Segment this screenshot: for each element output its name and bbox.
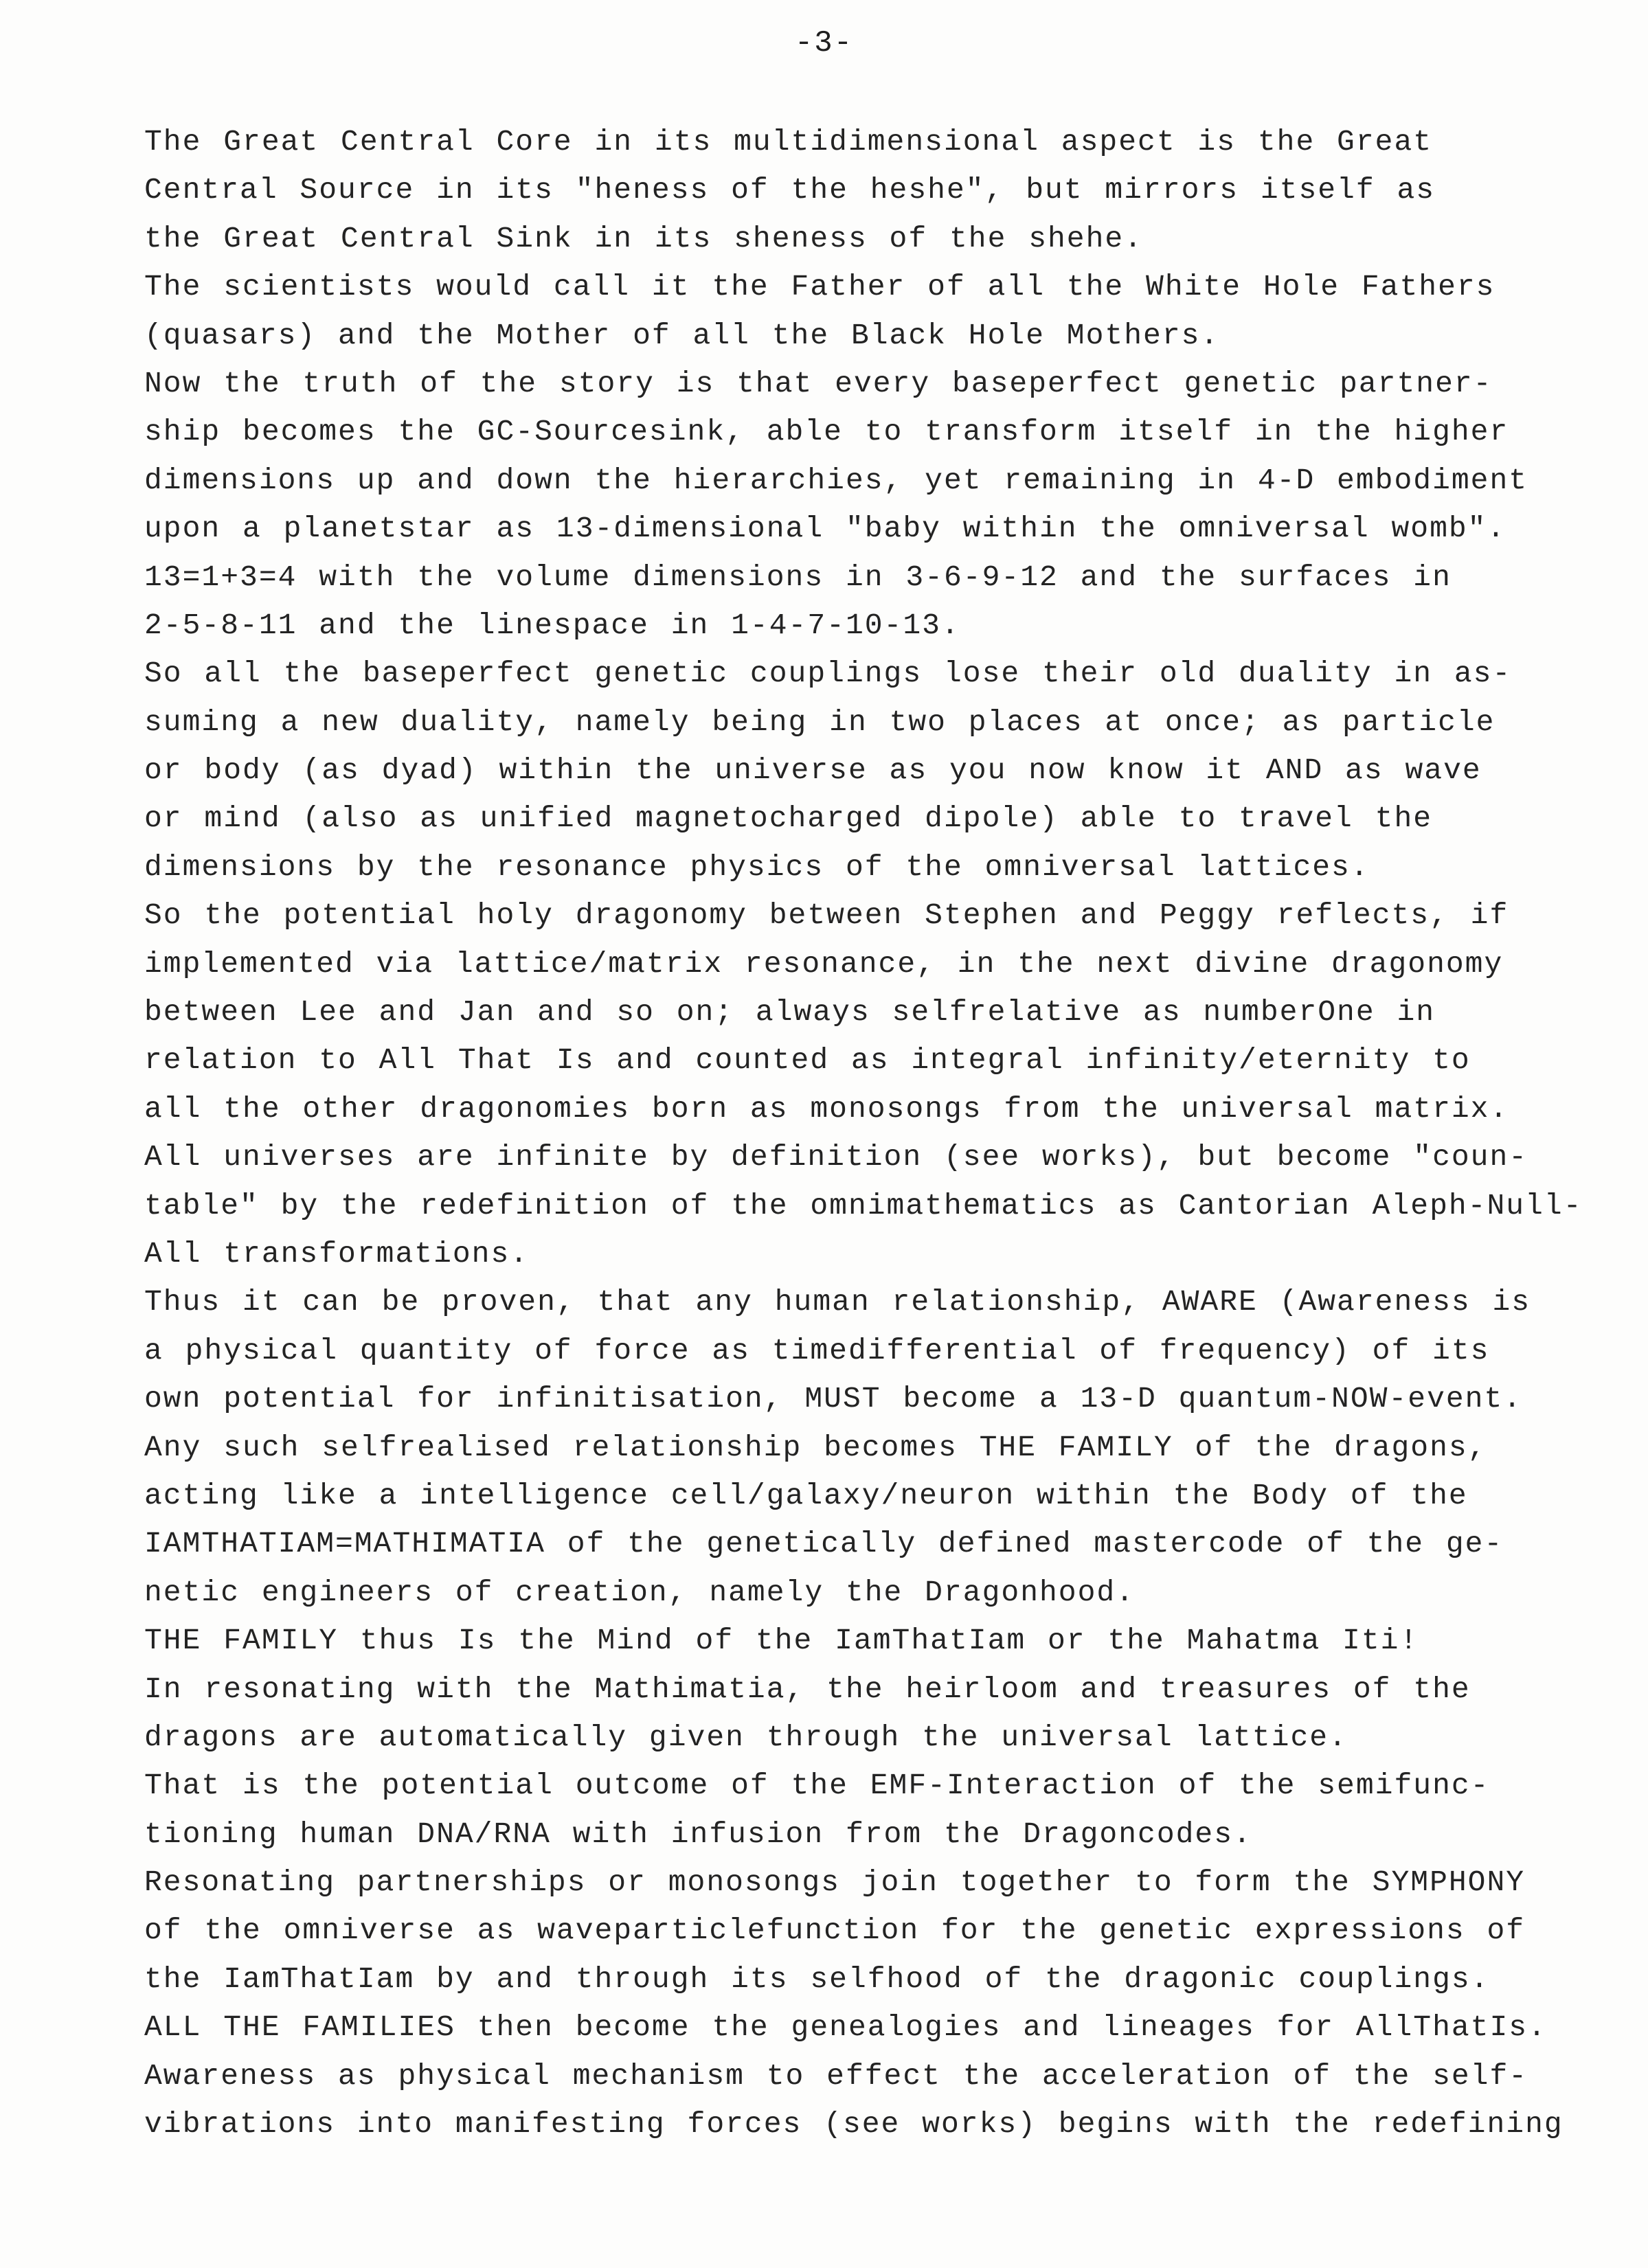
text-line: the Great Central Sink in its sheness of the shehe. <box>144 221 1144 256</box>
text-line: Central Source in its "heness of the heshe", but mirrors itself as <box>144 173 1436 207</box>
text-line: or body (as dyad) within the universe as you now know it AND as wave <box>144 753 1482 788</box>
text-line: The scientists would call it the Father of all the White Hole Fathers <box>144 270 1495 304</box>
text-line: table" by the redefinition of the omnimathematics as Cantorian Aleph-Null- <box>144 1188 1583 1223</box>
text-line: Now the truth of the story is that every baseperfect genetic partner- <box>144 366 1493 400</box>
text-line: of the omniverse as waveparticlefunction for the genetic expressions of <box>144 1914 1526 1948</box>
text-line: own potential for infinitisation, MUST become a 13-D quantum-NOW-event. <box>144 1382 1523 1416</box>
text-line: relation to All That Is and counted as integral infinity/eternity to <box>144 1043 1471 1078</box>
text-line: That is the potential outcome of the EMF-Interaction of the semifunc- <box>144 1769 1490 1803</box>
text-line: ALL THE FAMILIES then become the genealogies and lineages for AllThatIs. <box>144 2010 1547 2045</box>
text-line: ship becomes the GC-Sourcesink, able to transform itself in the higher <box>144 415 1509 449</box>
page-number: -3- <box>794 26 854 60</box>
text-line: THE FAMILY thus Is the Mind of the IamThatIam or the Mahatma Iti! <box>144 1624 1419 1658</box>
text-line: all the other dragonomies born as monosongs from the universal matrix. <box>144 1091 1509 1126</box>
text-line: Resonating partnerships or monosongs join together to form the SYMPHONY <box>144 1866 1526 1900</box>
text-line: (quasars) and the Mother of all the Black Hole Mothers. <box>144 318 1220 352</box>
text-line: netic engineers of creation, namely the Dragonhood. <box>144 1575 1136 1609</box>
text-line: In resonating with the Mathimatia, the heirloom and treasures of the <box>144 1672 1471 1706</box>
text-line: Thus it can be proven, that any human relationship, AWARE (Awareness is <box>144 1285 1531 1319</box>
text-line: 13=1+3=4 with the volume dimensions in 3-6-9-12 and the surfaces in <box>144 560 1452 594</box>
text-line: suming a new duality, namely being in two places at once; as particle <box>144 705 1495 739</box>
text-line: The Great Central Core in its multidimensional aspect is the Great <box>144 125 1433 159</box>
text-line: upon a planetstar as 13-dimensional "baby within the omniversal womb". <box>144 512 1506 546</box>
text-line: So all the baseperfect genetic couplings lose their old duality in as- <box>144 657 1512 691</box>
text-line: the IamThatIam by and through its selfhood of the dragonic couplings. <box>144 1962 1490 1996</box>
text-line: tioning human DNA/RNA with infusion from the Dragoncodes. <box>144 1817 1252 1851</box>
text-line: or mind (also as unified magnetocharged dipole) able to travel the <box>144 802 1433 836</box>
text-line: a physical quantity of force as timedifferential of frequency) of its <box>144 1333 1490 1368</box>
text-line: dragons are automatically given through the universal lattice. <box>144 1720 1348 1754</box>
text-line: So the potential holy dragonomy between Stephen and Peggy reflects, if <box>144 898 1509 933</box>
text-line: Awareness as physical mechanism to effect the acceleration of the self- <box>144 2059 1528 2093</box>
text-line: All transformations. <box>144 1236 530 1271</box>
text-line: 2-5-8-11 and the linespace in 1-4-7-10-13. <box>144 608 960 642</box>
text-line: implemented via lattice/matrix resonance, in the next divine dragonomy <box>144 946 1504 981</box>
body-text <box>144 118 1601 2148</box>
text-line: IAMTHATIAM=MATHIMATIA of the genetically defined mastercode of the ge- <box>144 1527 1504 1561</box>
text-line: Any such selfrealised relationship becomes THE FAMILY of the dragons, <box>144 1430 1487 1464</box>
text-line: vibrations into manifesting forces (see works) begins with the redefining <box>144 2107 1564 2142</box>
text-line: dimensions by the resonance physics of the omniversal lattices. <box>144 850 1370 884</box>
text-line: acting like a intelligence cell/galaxy/neuron within the Body of the <box>144 1478 1468 1512</box>
text-line: between Lee and Jan and so on; always selfrelative as numberOne in <box>144 995 1436 1030</box>
text-line: All universes are infinite by definition (see works), but become "coun- <box>144 1140 1528 1175</box>
text-line: dimensions up and down the hierarchies, yet remaining in 4-D embodiment <box>144 463 1528 497</box>
